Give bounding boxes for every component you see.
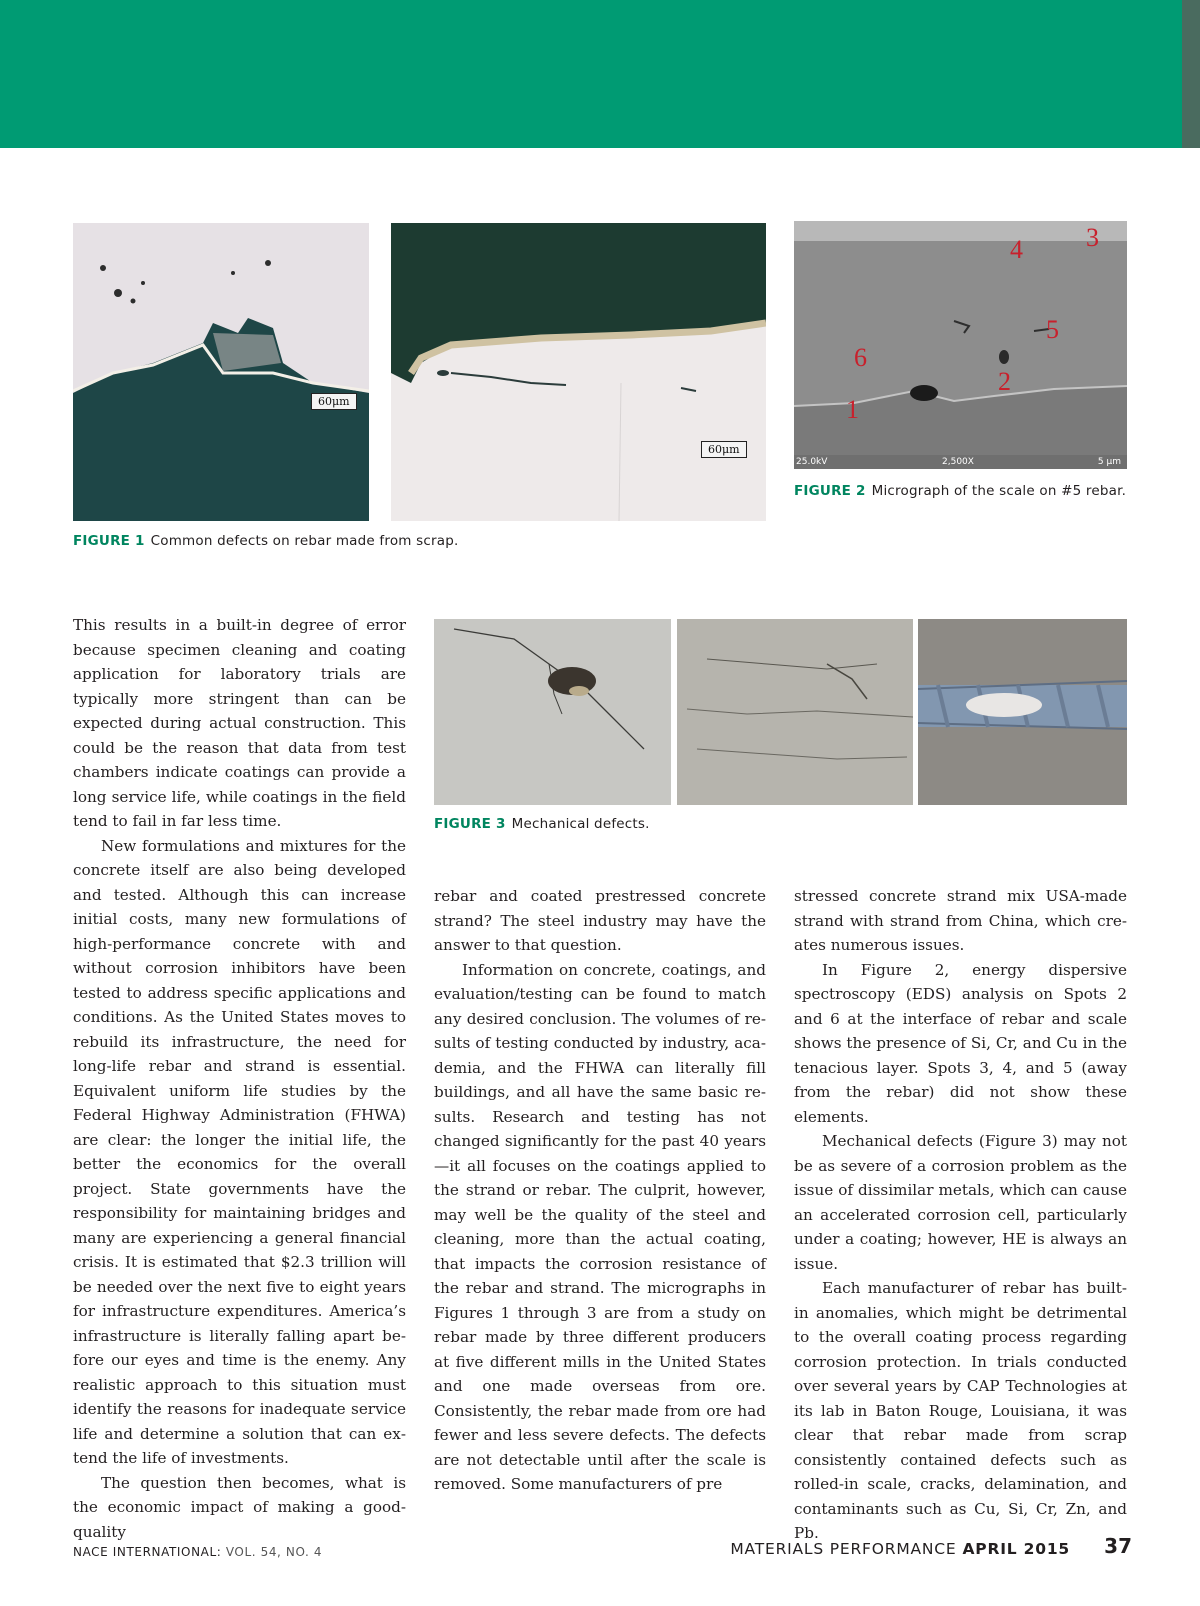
text-column-3 (794, 884, 1127, 1546)
text-column-2 (434, 884, 766, 1497)
footer-magazine-info (730, 1540, 1070, 1558)
figure2-caption-text: Micrograph of the scale on #5 rebar. (871, 483, 1127, 499)
figure3-photo-right (918, 619, 1127, 805)
figure2-sem-info-bar (794, 455, 1127, 469)
header-color-band (0, 0, 1200, 148)
figure1-micrograph-right (391, 223, 766, 521)
figure2-kv: 25.0kV (796, 457, 828, 467)
figure1-label: FIGURE 1 (73, 533, 145, 549)
figure1-caption-text: Common defects on rebar made from scrap. (150, 533, 459, 549)
figure3-caption-text: Mechanical defects. (511, 816, 650, 832)
column1-paragraph-1: This results in a built-in degree of error because specimen cleaning and coating application for laboratory trials are typically more stringent than can be expected during actual construction. This could be the reason that data from test chambers indicate coatings can provide a long service life, while coatings in the field tend to fail in far less time. (73, 616, 406, 830)
figure2-caption (794, 483, 1126, 499)
figure2-spot-3: 3 (1086, 223, 1099, 252)
figure3-caption (434, 816, 650, 832)
text-column-1 (73, 613, 406, 1544)
figure1-right-scale-bar: 60μm (701, 441, 747, 458)
column3-paragraph-1: stressed concrete strand mix USA-made strand with strand from China, which creates numerous issues. (794, 887, 1127, 954)
figure3-label: FIGURE 3 (434, 816, 506, 832)
figure1-micrograph-left (73, 223, 369, 521)
figure3-photo-middle (677, 619, 913, 805)
footer-issue: APRIL 2015 (962, 1540, 1070, 1558)
figure2-scale: 5 μm (1097, 457, 1121, 467)
footer-publication-info (73, 1545, 322, 1559)
figure3-photo-left (434, 619, 671, 805)
figure2-spot-1: 1 (846, 395, 859, 424)
column3-paragraph-3: Mechanical defects (Figure 3) may not be as severe of a corrosion problem as the issue of dissimilar metals, which can cause an accelerated corrosion cell, particularly under a coating; however, HE is always an issue. (794, 1132, 1127, 1273)
page-number: 37 (1104, 1534, 1132, 1558)
figure1-left-scale-bar: 60μm (311, 393, 357, 410)
column1-paragraph-2: New formulations and mixtures for the concrete itself are also being developed and tested. Although this can increase initial costs, many new formulations of high-performance concrete with and without corrosion inhibitors have been tested to address specific applications and conditions. As the United States moves to rebuild its infrastructure, the need for long-life rebar and strand is essential. Equivalent uniform life studies by the Federal Highway Administration (FHWA) are clear: the longer the initial life, the better the economics for the overall project. State governments have the responsibility for maintaining bridges and many are experiencing a general financial crisis. It is estimated that $2.3 trillion will be needed over the next five to eight years for infrastructure expenditures. America’s infrastructure is literally falling apart before our eyes and time is the enemy. Any realistic approach to this situation must identify the reasons for inadequate service life and determine a solution that can extend the life of investments. (73, 836, 406, 1467)
footer-org: NACE INTERNATIONAL: (73, 1545, 222, 1559)
figure2-spot-5: 5 (1046, 315, 1059, 344)
column1-paragraph-3: The question then becomes, what is the economic impact of making a good-quality (73, 1473, 406, 1541)
figure2-spot-4: 4 (1010, 235, 1023, 264)
figure2-spot-2: 2 (998, 367, 1011, 396)
column3-paragraph-4: Each manufacturer of rebar has built-in anomalies, which might be detrimental to the overall coating process regarding corrosion protection. In trials conducted over several years by CAP Technologies at its lab in Baton Rouge, Louisiana, it was clear that rebar made from scrap consistently contained defects such as rolled-in scale, cracks, delamination, and contaminants such as Cu, Si, Cr, Zn, and Pb. (794, 1279, 1127, 1542)
figure2-label: FIGURE 2 (794, 483, 866, 499)
figure1-caption (73, 533, 458, 549)
footer-magazine: MATERIALS PERFORMANCE (730, 1540, 957, 1558)
column2-paragraph-2: Information on concrete, coatings, and evaluation/testing can be found to match any desired conclusion. The volumes of results of testing conducted by industry, academia, and the FHWA can literally fill buildings, and all have the same basic results. Research and testing has not changed significantly for the past 40 years—it all focuses on the coatings applied to the strand or rebar. The culprit, however, may well be the quality of the steel and cleaning, more than the actual coating, that impacts the corrosion resistance of the rebar and strand. The micrographs in Figures 1 through 3 are from a study on rebar made by three different producers at five different mills in the United States and one made overseas from ore. Consistently, the rebar made from ore had fewer and less severe defects. The defects are not detectable until after the scale is removed. Some manufacturers of pre (434, 960, 766, 1493)
footer-volume: VOL. 54, NO. 4 (225, 1545, 323, 1559)
figure2-spot-6: 6 (854, 343, 867, 372)
column3-paragraph-2: In Figure 2, energy dispersive spectroscopy (EDS) analysis on Spots 2 and 6 at the interface of rebar and scale shows the presence of Si, Cr, and Cu in the tenacious layer. Spots 3, 4, and 5 (away from the rebar) did not show these elements. (794, 960, 1127, 1126)
column2-paragraph-1: rebar and coated prestressed concrete strand? The steel industry may have the answer to that question. (434, 887, 766, 954)
figure2-sem-micrograph (794, 221, 1127, 469)
figure2-magnification: 2,500X (942, 457, 974, 467)
